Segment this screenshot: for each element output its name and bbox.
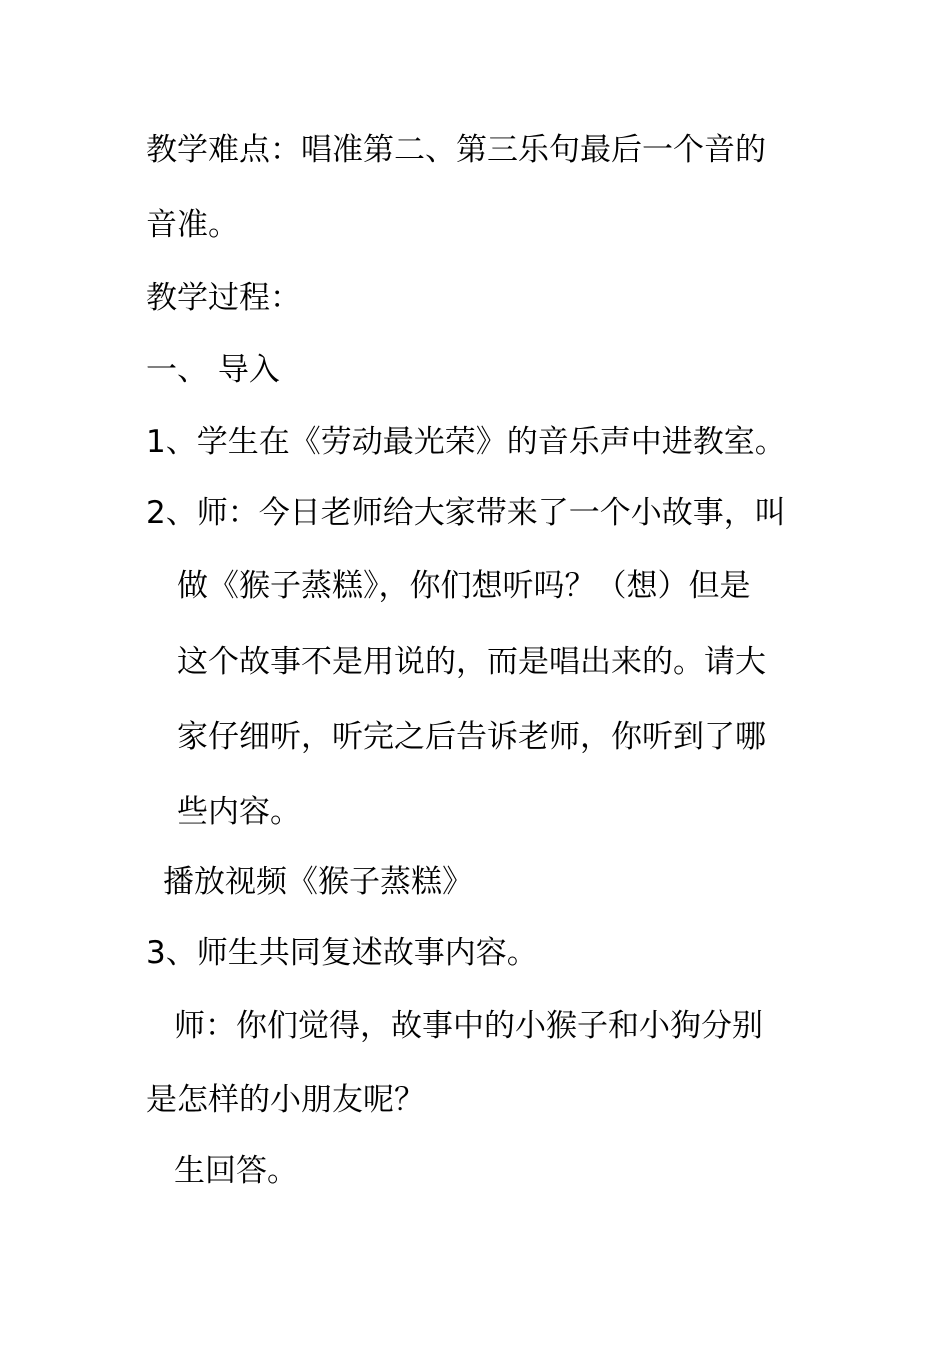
text-line-teacher-question-cont: 是怎样的小朋友呢？ (146, 1082, 425, 1118)
text-line-play-video: 播放视频《猴子蒸糕》 (163, 864, 473, 900)
text-line-step-2: 2、师：今日老师给大家带来了一个小故事，叫 (146, 495, 786, 531)
text-line-step-2-cont-4: 些内容。 (177, 794, 301, 830)
text-line-student-answer: 生回答。 (174, 1153, 298, 1189)
text-line-pitch: 音准。 (146, 207, 239, 243)
section-heading-introduction: 一、 导入 (146, 352, 280, 388)
text-line-step-2-cont-3: 家仔细听，听完之后告诉老师，你听到了哪 (177, 719, 766, 755)
text-line-step-2-cont-2: 这个故事不是用说的，而是唱出来的。请大 (177, 644, 766, 680)
text-line-step-1: 1、学生在《劳动最光荣》的音乐声中进教室。 (146, 424, 786, 460)
text-line-teacher-question: 师：你们觉得，故事中的小猴子和小狗分别 (174, 1008, 763, 1044)
text-line-teaching-process: 教学过程： (146, 280, 301, 316)
text-line-step-3: 3、师生共同复述故事内容。 (146, 935, 538, 971)
text-line-teaching-difficulty: 教学难点：唱准第二、第三乐句最后一个音的 (146, 132, 766, 168)
text-line-step-2-cont-1: 做《猴子蒸糕》，你们想听吗？（想）但是 (177, 568, 751, 604)
